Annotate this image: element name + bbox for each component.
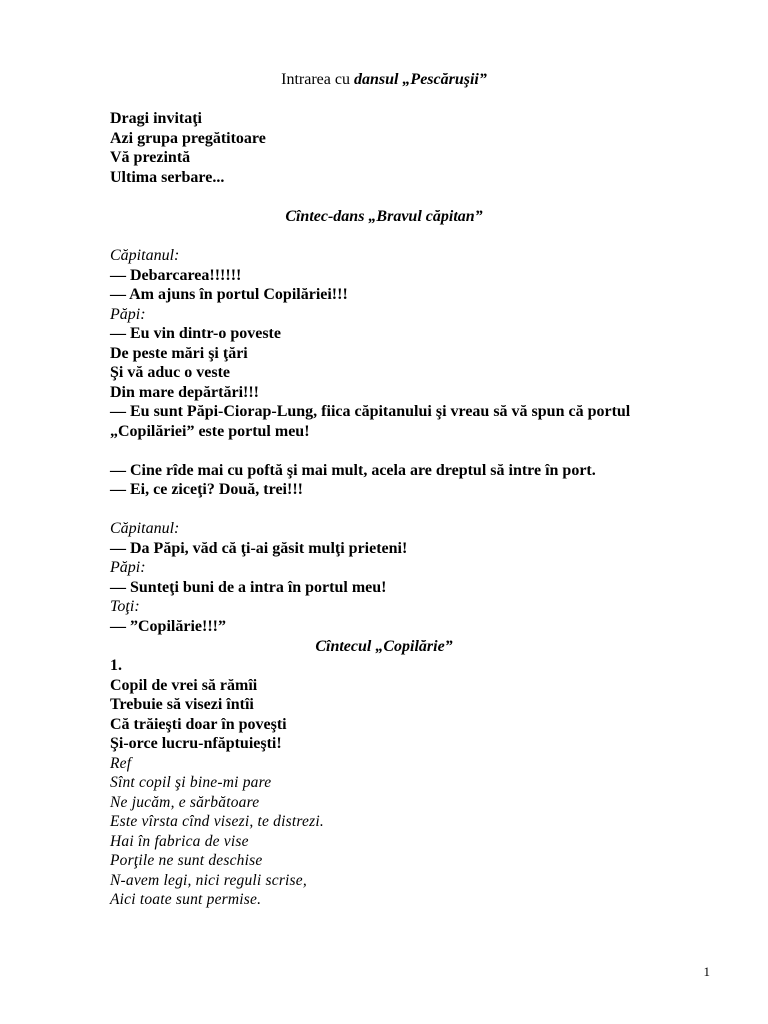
verse-number: 1.: [110, 657, 122, 674]
refrain-line: Sînt copil şi bine-mi pare: [110, 774, 272, 791]
dialog-line: „Copilăriei” este portul meu!: [110, 423, 310, 440]
refrain-line: Porţile ne sunt deschise: [110, 852, 263, 869]
dialog-line: Din mare depărtări!!!: [110, 384, 259, 401]
speaker-label: Căpitanul:: [110, 520, 180, 537]
intro-line: Vă prezintă: [110, 149, 191, 166]
refrain-line: Este vîrsta cînd visezi, te distrezi.: [110, 813, 324, 830]
dialog-line: — Am ajuns în portul Copilăriei!!!: [110, 286, 348, 303]
dialog-line: De peste mări şi ţări: [110, 345, 248, 362]
dialog-line: — Ei, ce ziceţi? Două, trei!!!: [110, 481, 303, 498]
verse-line: Şi-orce lucru-nfăptuieşti!: [110, 735, 282, 752]
dialog-line: — Eu sunt Păpi-Ciorap-Lung, fiica căpitanului şi vreau să vă spun că portul: [110, 403, 631, 420]
speaker-label: Toţi:: [110, 598, 140, 615]
dialog-line: — Sunteţi buni de a intra în portul meu!: [110, 579, 387, 596]
speaker-label: Păpi:: [110, 306, 146, 323]
dialog-line: — Cine rîde mai cu poftă şi mai mult, acela are dreptul să intre în port.: [110, 462, 596, 479]
refrain-line: Hai în fabrica de vise: [110, 833, 249, 850]
page-number: 1: [703, 964, 710, 979]
page-title: [0, 70, 768, 90]
dialog-line: Şi vă aduc o veste: [110, 364, 230, 381]
title-emphasis: dansul „Pescăruşii”: [353, 71, 487, 88]
refrain-line: Aici toate sunt permise.: [110, 891, 262, 908]
dialog-line: — Debarcarea!!!!!!: [110, 267, 242, 284]
refrain-label: Ref: [110, 755, 132, 772]
verse-line: Copil de vrei să rămîi: [110, 677, 258, 694]
dialog-line: — Eu vin dintr-o poveste: [110, 325, 281, 342]
verse-line: Trebuie să visezi întîi: [110, 696, 254, 713]
dialog-line: — ”Copilărie!!!”: [110, 618, 226, 635]
dialog-line: — Da Păpi, văd că ţi-ai găsit mulţi prieteni!: [110, 540, 408, 557]
refrain-line: Ne jucăm, e sărbătoare: [110, 794, 260, 811]
section-heading: Cîntec-dans „Bravul căpitan”: [285, 208, 483, 225]
refrain-line: N-avem legi, nici reguli scrise,: [110, 872, 307, 889]
title-prefix: Intrarea cu: [281, 71, 354, 88]
speaker-label: Păpi:: [110, 559, 146, 576]
speaker-label: Căpitanul:: [110, 247, 180, 264]
verse-line: Că trăieşti doar în poveşti: [110, 716, 287, 733]
intro-line: Dragi invitaţi: [110, 110, 202, 127]
section-heading: Cîntecul „Copilărie”: [315, 638, 453, 655]
intro-line: Azi grupa pregătitoare: [110, 130, 266, 147]
intro-line: Ultima serbare...: [110, 169, 225, 186]
